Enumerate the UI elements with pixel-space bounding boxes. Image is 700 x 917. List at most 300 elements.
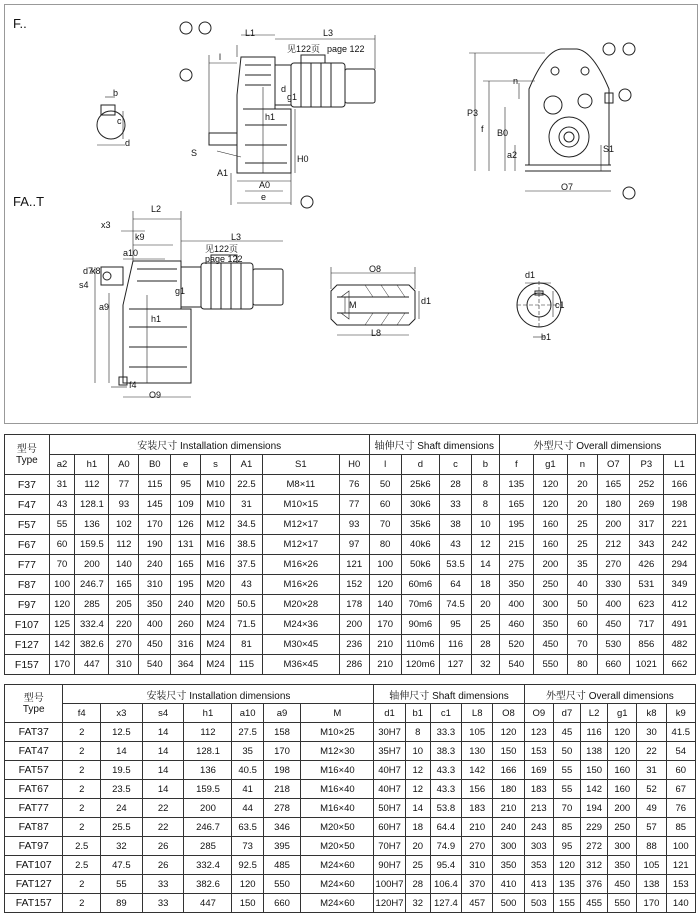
fat-type-cell: FAT127 [5, 875, 63, 894]
label-k8: k8 [91, 266, 101, 276]
f-value-cell: 100 [369, 555, 401, 575]
fat-value-cell: 447 [184, 894, 232, 913]
f-value-cell: 95 [440, 615, 472, 635]
f-value-cell: 80 [567, 655, 597, 675]
f-value-cell: 140 [109, 555, 139, 575]
f-value-cell: M16 [201, 535, 231, 555]
label-B0: B0 [497, 128, 509, 138]
f-value-cell: 205 [109, 595, 139, 615]
fat-value-cell: 213 [524, 799, 553, 818]
f-value-cell: 22.5 [230, 475, 262, 495]
fat-value-cell: 22 [142, 818, 184, 837]
label-L1: L1 [245, 28, 256, 38]
fat-value-cell: 40.5 [232, 761, 263, 780]
fat-value-cell: 240 [493, 818, 524, 837]
fat-value-cell: 2 [63, 818, 101, 837]
f-type-cell: F37 [5, 475, 50, 495]
label-f4: f4 [129, 380, 137, 390]
fat-value-cell: 105 [462, 723, 493, 742]
fat-table-row [5, 761, 696, 780]
fat-value-cell: 120 [553, 856, 580, 875]
f-value-cell: M12 [201, 515, 231, 535]
fat-value-cell: 142 [462, 761, 493, 780]
f-value-cell: M16×26 [262, 555, 339, 575]
f-value-cell: 662 [663, 655, 695, 675]
f-value-cell: 38 [440, 515, 472, 535]
fat-value-cell: 95 [553, 837, 580, 856]
f-value-cell: 43 [230, 575, 262, 595]
fat-value-cell: 660 [263, 894, 301, 913]
f-value-cell: M10 [201, 495, 231, 515]
fat-col-header: g1 [608, 704, 637, 723]
f-value-cell: 18 [472, 575, 500, 595]
fat-value-cell: 120 [608, 723, 637, 742]
fat-col-header: x3 [101, 704, 143, 723]
f-col-header: c [440, 455, 472, 475]
label-a10: a10 [123, 248, 139, 258]
fat-col-header: d1 [374, 704, 405, 723]
fat-value-cell: 90H7 [374, 856, 405, 875]
f-value-cell: 60 [49, 535, 75, 555]
fat-type-cell: FAT77 [5, 799, 63, 818]
fat-value-cell: M10×25 [301, 723, 374, 742]
label-A1: A1 [217, 168, 229, 178]
fat-col-header: c1 [430, 704, 461, 723]
fat-type-cell: FAT57 [5, 761, 63, 780]
fat-value-cell: 35 [232, 742, 263, 761]
fat-value-cell: 70H7 [374, 837, 405, 856]
fat-value-cell: 183 [524, 780, 553, 799]
f-value-cell: 450 [139, 635, 171, 655]
f-value-cell: 109 [171, 495, 201, 515]
f-value-cell: 74.5 [440, 595, 472, 615]
label-n: n [513, 76, 519, 86]
f-value-cell: 60 [369, 495, 401, 515]
f-col-header: A1 [230, 455, 262, 475]
fat-value-cell: 27.5 [232, 723, 263, 742]
fat-value-cell: 285 [184, 837, 232, 856]
fat-value-cell: 183 [462, 799, 493, 818]
fat-value-cell: 33.3 [430, 723, 461, 742]
f-type-header [5, 435, 50, 475]
f-value-cell: 53.5 [440, 555, 472, 575]
fat-value-cell: 100H7 [374, 875, 405, 894]
fat-type-en: Type [22, 703, 45, 715]
f-value-cell: 120 [533, 495, 567, 515]
label-d7: d7 [83, 266, 94, 276]
fat-value-cell: 12 [405, 780, 430, 799]
fat-col-header: O8 [493, 704, 524, 723]
f-value-cell: M10 [201, 475, 231, 495]
f-value-cell: 246.7 [75, 575, 109, 595]
f-type-en: Type [16, 454, 38, 466]
f-type-cell: F97 [5, 595, 50, 615]
label-k9: k9 [135, 232, 145, 242]
f-col-header: A0 [109, 455, 139, 475]
f-value-cell: M20 [201, 595, 231, 615]
title-fat: FA..T [13, 194, 45, 209]
fat-value-cell: 303 [524, 837, 553, 856]
fat-value-cell: 112 [184, 723, 232, 742]
f-value-cell: M8×11 [262, 475, 339, 495]
f-value-cell: 43 [440, 535, 472, 555]
f-value-cell: 190 [139, 535, 171, 555]
fat-value-cell: 14 [142, 761, 184, 780]
fat-value-cell: 2 [63, 761, 101, 780]
f-value-cell: 60m6 [401, 575, 439, 595]
f-value-cell: 126 [171, 515, 201, 535]
fat-value-cell: 8 [405, 723, 430, 742]
f-col-header: d [401, 455, 439, 475]
f-value-cell: 195 [499, 515, 533, 535]
fat-value-cell: 312 [581, 856, 608, 875]
f-value-cell: 112 [109, 535, 139, 555]
fat-value-cell: 74.9 [430, 837, 461, 856]
fat-value-cell: 14 [142, 723, 184, 742]
label-c: c [117, 116, 122, 126]
f-value-cell: 170 [139, 515, 171, 535]
fat-value-cell: 28 [405, 875, 430, 894]
f-value-cell: 520 [499, 635, 533, 655]
f-value-cell: M24 [201, 615, 231, 635]
f-value-cell: 50k6 [401, 555, 439, 575]
f-table-row [5, 495, 696, 515]
f-value-cell: 28 [472, 635, 500, 655]
fat-col-header: a10 [232, 704, 263, 723]
fat-value-cell: 200 [608, 799, 637, 818]
f-value-cell: 70m6 [401, 595, 439, 615]
f-value-cell: 286 [339, 655, 369, 675]
fat-value-cell: 26 [142, 837, 184, 856]
label-L3: L3 [323, 28, 334, 38]
f-value-cell: 121 [339, 555, 369, 575]
fat-value-cell: 159.5 [184, 780, 232, 799]
f-col-header: b [472, 455, 500, 475]
f-col-header: O7 [597, 455, 629, 475]
fat-value-cell: 332.4 [184, 856, 232, 875]
fat-page-ref-en: page 122 [205, 254, 243, 264]
label-M: M [349, 300, 357, 310]
label-H0: H0 [297, 154, 309, 164]
fat-value-cell: 106.4 [430, 875, 461, 894]
f-value-cell: 240 [171, 595, 201, 615]
fat-type-cell: FAT107 [5, 856, 63, 875]
fat-value-cell: 270 [462, 837, 493, 856]
f-value-cell: 60 [567, 615, 597, 635]
f-value-cell: 136 [75, 515, 109, 535]
fat-hollow-shaft [331, 264, 419, 335]
fat-value-cell: 14 [142, 780, 184, 799]
fat-value-cell: 60 [666, 761, 695, 780]
fat-group-shaft: 轴伸尺寸 Shaft dimensions [374, 685, 524, 704]
fat-value-cell: 2 [63, 799, 101, 818]
f-col-header: a2 [49, 455, 75, 475]
fat-value-cell: 485 [263, 856, 301, 875]
f-value-cell: 250 [533, 575, 567, 595]
f-value-cell: 135 [499, 475, 533, 495]
fat-value-cell: 278 [263, 799, 301, 818]
fat-col-header: O9 [524, 704, 553, 723]
fat-value-cell: 88 [637, 837, 666, 856]
f-table-row [5, 655, 696, 675]
fat-value-cell: M24×60 [301, 894, 374, 913]
fat-value-cell: 120 [608, 742, 637, 761]
f-col-header: B0 [139, 455, 171, 475]
fat-value-cell: 20 [405, 837, 430, 856]
fat-value-cell: 40H7 [374, 780, 405, 799]
f-value-cell: 623 [629, 595, 663, 615]
f-value-cell: 165 [597, 475, 629, 495]
f-value-cell: 37.5 [230, 555, 262, 575]
label-l: l [219, 52, 221, 62]
fat-value-cell: M20×50 [301, 818, 374, 837]
fat-value-cell: 2 [63, 875, 101, 894]
f-value-cell: 35 [567, 555, 597, 575]
fat-value-cell: 229 [581, 818, 608, 837]
fat-value-cell: 127.4 [430, 894, 461, 913]
f-value-cell: 12 [472, 535, 500, 555]
f-type-cell: F87 [5, 575, 50, 595]
f-value-cell: 71.5 [230, 615, 262, 635]
fat-value-cell: 136 [184, 761, 232, 780]
f-value-cell: 343 [629, 535, 663, 555]
fat-value-cell: 49 [637, 799, 666, 818]
f-value-cell: 125 [49, 615, 75, 635]
label-A0: A0 [259, 180, 271, 190]
label-a2: a2 [507, 150, 518, 160]
f-value-cell: 32 [472, 655, 500, 675]
fat-value-cell: 156 [462, 780, 493, 799]
f-table-row [5, 555, 696, 575]
fat-value-cell: 350 [493, 856, 524, 875]
f-type-cn: 型号 [16, 443, 37, 455]
fat-type-cell: FAT157 [5, 894, 63, 913]
fat-value-cell: 32 [101, 837, 143, 856]
fat-col-header: f4 [63, 704, 101, 723]
f-value-cell: 14 [472, 555, 500, 575]
fat-value-cell: 22 [142, 799, 184, 818]
label-key-d: d [125, 138, 131, 148]
f-value-cell: 252 [629, 475, 663, 495]
fat-value-cell: 19.5 [101, 761, 143, 780]
f-dimension-table [4, 434, 696, 675]
f-value-cell: 364 [171, 655, 201, 675]
f-value-cell: 55 [49, 515, 75, 535]
f-value-cell: 316 [171, 635, 201, 655]
fat-value-cell: 153 [666, 875, 695, 894]
f-value-cell: 25 [567, 535, 597, 555]
f-value-cell: 95 [171, 475, 201, 495]
fat-value-cell: 55 [553, 780, 580, 799]
label-s4: s4 [79, 280, 89, 290]
fat-value-cell: 160 [608, 780, 637, 799]
f-value-cell: 482 [663, 635, 695, 655]
f-value-cell: 400 [499, 595, 533, 615]
fat-value-cell: 150 [232, 894, 263, 913]
fat-value-cell: 41 [232, 780, 263, 799]
f-value-cell: 38.5 [230, 535, 262, 555]
fat-value-cell: 38.3 [430, 742, 461, 761]
f-value-cell: 210 [369, 655, 401, 675]
f-value-cell: 350 [499, 575, 533, 595]
f-value-cell: 447 [75, 655, 109, 675]
f-value-cell: M24×36 [262, 615, 339, 635]
fat-table-row [5, 837, 696, 856]
label-f: f [481, 124, 484, 134]
fat-table-group-row [5, 685, 696, 704]
f-value-cell: M16×26 [262, 575, 339, 595]
fat-value-cell: 382.6 [184, 875, 232, 894]
f-table-row [5, 575, 696, 595]
f-type-cell: F107 [5, 615, 50, 635]
f-table-column-row [5, 455, 696, 475]
f-value-cell: 120 [533, 475, 567, 495]
f-value-cell: 70 [567, 635, 597, 655]
f-value-cell: M24 [201, 635, 231, 655]
f-type-cell: F127 [5, 635, 50, 655]
f-value-cell: 80 [369, 535, 401, 555]
label-g1: g1 [287, 92, 298, 102]
f-value-cell: 115 [230, 655, 262, 675]
f-col-header: h1 [75, 455, 109, 475]
fat-col-header: k9 [666, 704, 695, 723]
f-value-cell: M24 [201, 655, 231, 675]
f-value-cell: 166 [663, 475, 695, 495]
fat-value-cell: 218 [263, 780, 301, 799]
f-value-cell: 165 [499, 495, 533, 515]
f-value-cell: 426 [629, 555, 663, 575]
fat-table-row [5, 856, 696, 875]
f-value-cell: 33 [440, 495, 472, 515]
f-table-row [5, 615, 696, 635]
f-value-cell: 160 [533, 535, 567, 555]
f-value-cell: 200 [75, 555, 109, 575]
fat-value-cell: 92.5 [232, 856, 263, 875]
f-type-cell: F57 [5, 515, 50, 535]
f-value-cell: 90m6 [401, 615, 439, 635]
f-value-cell: 260 [171, 615, 201, 635]
fat-value-cell: 30 [637, 723, 666, 742]
fat-value-cell: 150 [493, 742, 524, 761]
fat-value-cell: 50H7 [374, 799, 405, 818]
fat-col-header: M [301, 704, 374, 723]
label-S: S [191, 148, 198, 158]
fat-value-cell: 95.4 [430, 856, 461, 875]
fat-value-cell: 30H7 [374, 723, 405, 742]
fat-value-cell: 25.5 [101, 818, 143, 837]
label-c1: c1 [555, 300, 565, 310]
fat-value-cell: 43.3 [430, 780, 461, 799]
fat-value-cell: 550 [608, 894, 637, 913]
label-L8: L8 [371, 328, 382, 338]
f-value-cell: 34.5 [230, 515, 262, 535]
f-value-cell: 400 [597, 595, 629, 615]
fat-value-cell: 410 [493, 875, 524, 894]
f-value-cell: 530 [597, 635, 629, 655]
fat-value-cell: M20×50 [301, 837, 374, 856]
fat-value-cell: 55 [553, 761, 580, 780]
f-value-cell: 540 [499, 655, 533, 675]
f-value-cell: 215 [499, 535, 533, 555]
f-value-cell: M10×15 [262, 495, 339, 515]
fat-value-cell: 500 [493, 894, 524, 913]
fat-value-cell: 2 [63, 780, 101, 799]
f-col-header: n [567, 455, 597, 475]
fat-value-cell: 455 [581, 894, 608, 913]
label-b1: b1 [541, 332, 552, 342]
f-value-cell: 165 [171, 555, 201, 575]
f-value-cell: 717 [629, 615, 663, 635]
f-value-cell: 115 [139, 475, 171, 495]
f-value-cell: 8 [472, 475, 500, 495]
label-P3: P3 [467, 108, 479, 118]
f-value-cell: 10 [472, 515, 500, 535]
fat-table-row [5, 875, 696, 894]
fat-value-cell: 100 [666, 837, 695, 856]
f-value-cell: 294 [663, 555, 695, 575]
f-value-cell: 220 [109, 615, 139, 635]
f-col-header: s [201, 455, 231, 475]
fat-value-cell: M16×40 [301, 761, 374, 780]
f-value-cell: 140 [369, 595, 401, 615]
fat-table-row [5, 723, 696, 742]
f-value-cell: 198 [663, 495, 695, 515]
f-value-cell: 20 [567, 495, 597, 515]
f-value-cell: 332.4 [75, 615, 109, 635]
f-value-cell: 460 [499, 615, 533, 635]
fat-value-cell: 41.5 [666, 723, 695, 742]
fat-value-cell: 18 [405, 818, 430, 837]
f-value-cell: 170 [369, 615, 401, 635]
fat-value-cell: 346 [263, 818, 301, 837]
fat-table-row [5, 780, 696, 799]
fat-col-header: b1 [405, 704, 430, 723]
fat-value-cell: 210 [462, 818, 493, 837]
label-O9: O9 [149, 390, 162, 400]
fat-table-row [5, 799, 696, 818]
fat-col-header: a9 [263, 704, 301, 723]
f-value-cell: 531 [629, 575, 663, 595]
fat-value-cell: 2.5 [63, 856, 101, 875]
fat-value-cell: 138 [581, 742, 608, 761]
fat-value-cell: 64.4 [430, 818, 461, 837]
fat-value-cell: 169 [524, 761, 553, 780]
fat-table-row [5, 818, 696, 837]
f-value-cell: 275 [499, 555, 533, 575]
fat-value-cell: 272 [581, 837, 608, 856]
f-type-cell: F67 [5, 535, 50, 555]
fat-value-cell: 243 [524, 818, 553, 837]
f-value-cell: 540 [139, 655, 171, 675]
f-value-cell: 160 [533, 515, 567, 535]
f-value-cell: M12×17 [262, 515, 339, 535]
fat-col-header: k8 [637, 704, 666, 723]
fat-value-cell: 47.5 [101, 856, 143, 875]
f-value-cell: 20 [472, 595, 500, 615]
fat-value-cell: 153 [524, 742, 553, 761]
f-value-cell: 93 [109, 495, 139, 515]
f-value-cell: 70 [369, 515, 401, 535]
f-value-cell: 400 [139, 615, 171, 635]
fat-value-cell: 170 [263, 742, 301, 761]
fat-value-cell: 246.7 [184, 818, 232, 837]
fat-value-cell: 43.3 [430, 761, 461, 780]
fat-value-cell: 140 [666, 894, 695, 913]
fat-value-cell: 14 [101, 742, 143, 761]
fat-value-cell: 170 [637, 894, 666, 913]
f-value-cell: 81 [230, 635, 262, 655]
fat-value-cell: 57 [637, 818, 666, 837]
